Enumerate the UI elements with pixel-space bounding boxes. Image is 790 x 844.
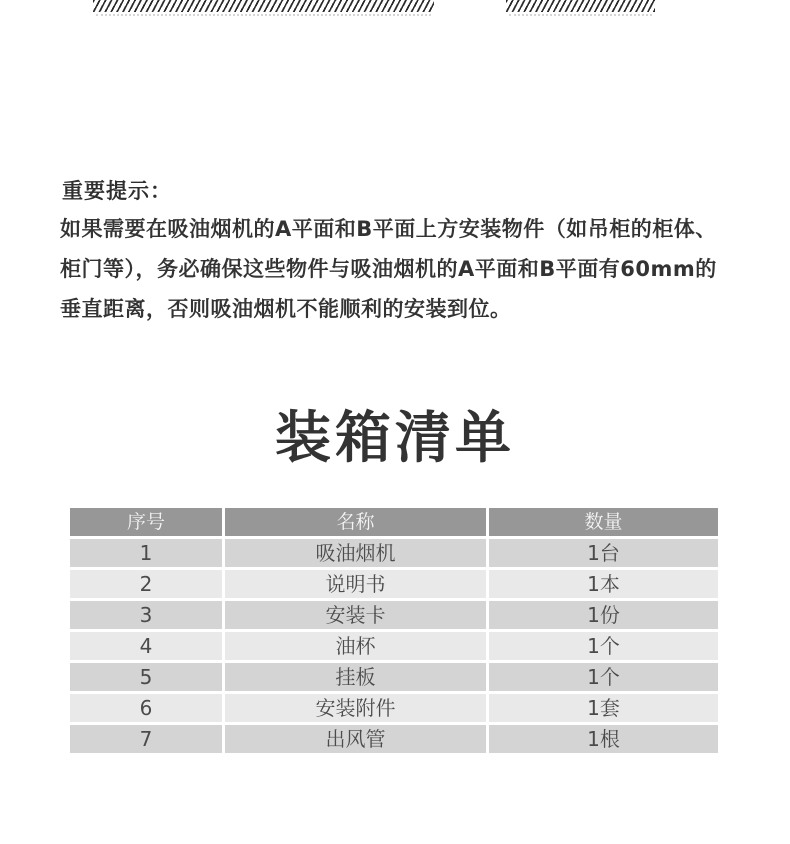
cell-qty: 1份 — [489, 601, 718, 629]
cell-name: 出风管 — [225, 725, 486, 753]
cell-name: 说明书 — [225, 570, 486, 598]
header-no: 序号 — [70, 508, 222, 536]
diagonal-hatch-pattern-right-icon — [506, 0, 655, 12]
table-row — [70, 663, 718, 691]
cell-name: 安装卡 — [225, 601, 486, 629]
diagonal-hatch-pattern-left-icon — [93, 0, 434, 12]
cell-qty: 1套 — [489, 694, 718, 722]
cell-no: 2 — [70, 570, 222, 598]
cell-name: 吸油烟机 — [225, 539, 486, 567]
cell-qty: 1根 — [489, 725, 718, 753]
table-row — [70, 632, 718, 660]
notice-paragraph — [60, 209, 750, 329]
header-name: 名称 — [225, 508, 486, 536]
table-row — [70, 725, 718, 753]
notice-line: 如果需要在吸油烟机的A平面和B平面上方安装物件（如吊柜的柜体、 — [60, 217, 717, 241]
cell-name: 安装附件 — [225, 694, 486, 722]
table-row — [70, 539, 718, 567]
table-row — [70, 694, 718, 722]
cell-qty: 1台 — [489, 539, 718, 567]
table-header-row — [70, 508, 718, 536]
cell-no: 1 — [70, 539, 222, 567]
table-row — [70, 601, 718, 629]
notice-line: 柜门等），务必确保这些物件与吸油烟机的A平面和B平面有60mm的 — [60, 257, 717, 281]
notice-title: 重要提示： — [62, 179, 172, 203]
cell-name: 油杯 — [225, 632, 486, 660]
cell-no: 3 — [70, 601, 222, 629]
cell-qty: 1本 — [489, 570, 718, 598]
page-title: 装箱清单 — [275, 406, 515, 471]
header-qty: 数量 — [489, 508, 718, 536]
cell-no: 6 — [70, 694, 222, 722]
cell-qty: 1个 — [489, 632, 718, 660]
cell-name: 挂板 — [225, 663, 486, 691]
cell-no: 7 — [70, 725, 222, 753]
cell-qty: 1个 — [489, 663, 718, 691]
table-row — [70, 570, 718, 598]
notice-line: 垂直距离，否则吸油烟机不能顺利的安装到位。 — [60, 297, 512, 321]
packing-list-table — [70, 508, 718, 756]
cell-no: 5 — [70, 663, 222, 691]
cell-no: 4 — [70, 632, 222, 660]
